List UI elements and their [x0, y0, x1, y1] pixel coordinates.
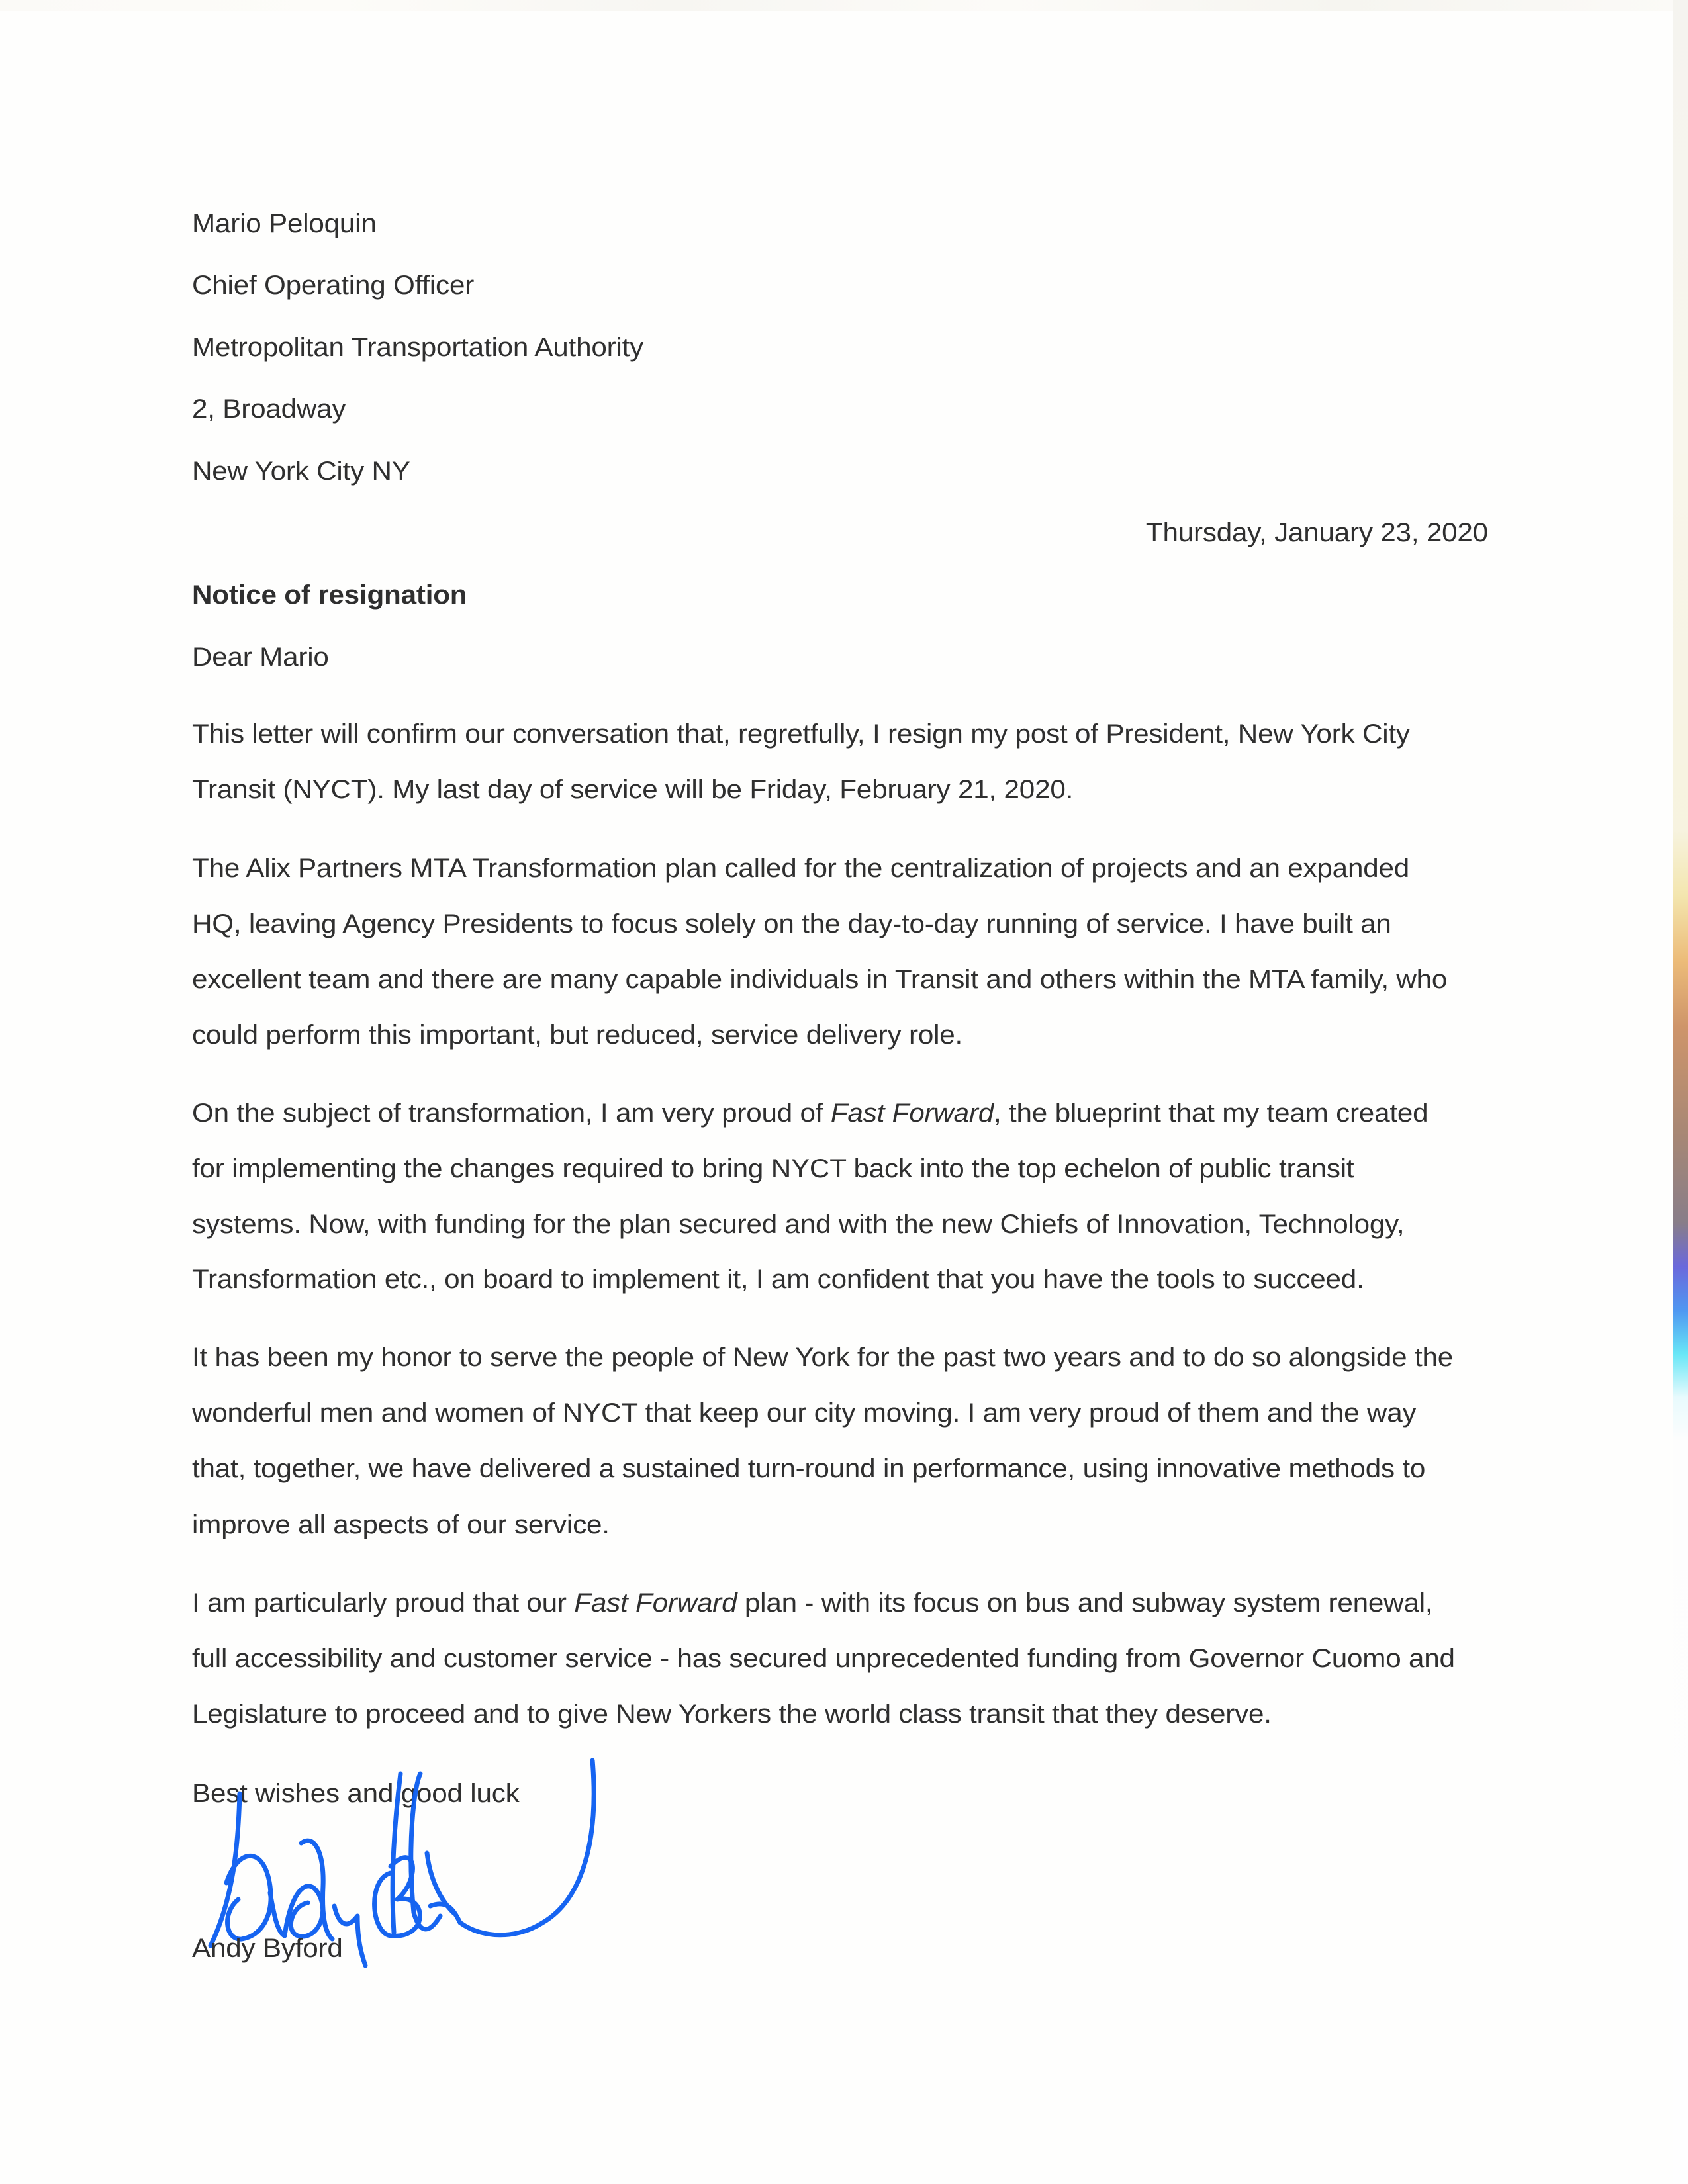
paragraph-4-line-4: improve all aspects of our service. [192, 1510, 610, 1539]
paragraph-5-line-3: Legislature to proceed and to give New Yorkers the world class transit that they deserve. [192, 1700, 1272, 1729]
paragraph-4-line-3: that, together, we have delivered a sustained turn-round in performance, using innovative methods to [192, 1454, 1426, 1483]
paragraph-4-line-1: It has been my honor to serve the people of New York for the past two years and to do so alongside the [192, 1343, 1454, 1372]
recipient-street: 2, Broadway [192, 394, 346, 424]
paragraph-5-line-2: full accessibility and customer service - has secured unprecedented funding from Governor Cuomo and [192, 1644, 1455, 1673]
signature-stroke [430, 1760, 594, 1935]
signature-stroke [211, 1794, 271, 1946]
subject-heading: Notice of resignation [192, 580, 467, 610]
paragraph-3-line-2: for implementing the changes required to bring NYCT back into the top echelon of public transit [192, 1154, 1354, 1183]
closing: Best wishes and good luck [192, 1779, 520, 1808]
text-segment: , the blueprint that my team created [993, 1099, 1429, 1128]
paragraph-2-line-3: excellent team and there are many capable individuals in Transit and others within the MTA family, who [192, 965, 1448, 994]
text-segment: I am particularly proud that our [192, 1588, 575, 1617]
paragraph-5-line-1 [192, 1590, 1432, 1616]
paragraph-3-line-1 [192, 1100, 1428, 1126]
recipient-city: New York City NY [192, 457, 410, 486]
italic-plan-name: Fast Forward [574, 1588, 737, 1617]
letter-date: Thursday, January 23, 2020 [1145, 518, 1488, 547]
recipient-organization: Metropolitan Transportation Authority [192, 333, 644, 362]
text-segment: plan - with its focus on bus and subway system renewal, [737, 1588, 1433, 1617]
paragraph-1-line-1: This letter will confirm our conversation that, regretfully, I resign my post of President, New York City [192, 719, 1410, 749]
paragraph-3-line-4: Transformation etc., on board to implement it, I am confident that you have the tools to succeed. [192, 1265, 1364, 1294]
italic-plan-name: Fast Forward [830, 1099, 994, 1128]
paragraph-1-line-2: Transit (NYCT). My last day of service will be Friday, February 21, 2020. [192, 775, 1074, 804]
paragraph-2-line-2: HQ, leaving Agency Presidents to focus solely on the day-to-day running of service. I have built an [192, 909, 1391, 938]
paragraph-4-line-2: wonderful men and women of NYCT that keep our city moving. I am very proud of them and the way [192, 1398, 1417, 1428]
scan-edge-top [0, 0, 1678, 11]
signature-stroke [270, 1886, 323, 1936]
salutation: Dear Mario [192, 643, 329, 672]
paragraph-2-line-1: The Alix Partners MTA Transformation plan called for the centralization of projects and an expanded [192, 854, 1410, 883]
paragraph-3-line-3: systems. Now, with funding for the plan secured and with the new Chiefs of Innovation, Technology, [192, 1210, 1405, 1239]
scan-edge-right [1673, 0, 1688, 2184]
recipient-title: Chief Operating Officer [192, 271, 475, 300]
recipient-name: Mario Peloquin [192, 209, 377, 238]
paragraph-2-line-4: could perform this important, but reduced, service delivery role. [192, 1021, 963, 1050]
signer-name: Andy Byford [192, 1934, 343, 1963]
text-segment: On the subject of transformation, I am very proud of [192, 1099, 831, 1128]
